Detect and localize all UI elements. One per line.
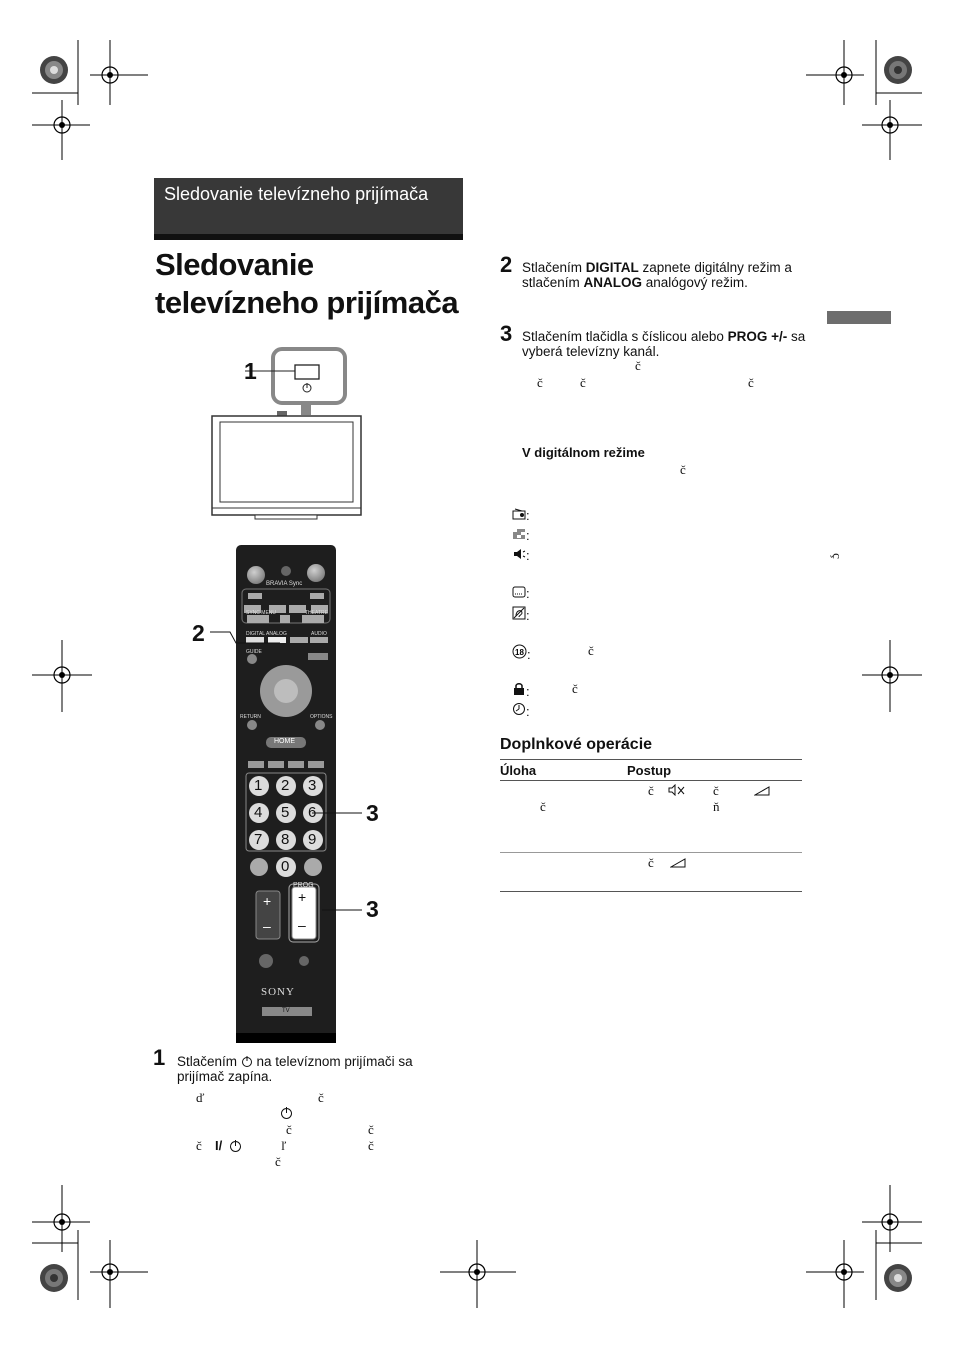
- side-glyph: ç: [829, 553, 845, 559]
- step-2-number: 2: [500, 252, 513, 277]
- frag: ď: [196, 1090, 205, 1105]
- remote-digit-4[interactable]: 4: [254, 804, 263, 821]
- step-2-digital: DIGITAL: [585, 260, 639, 275]
- remote-prog-plus[interactable]: +: [298, 889, 307, 905]
- frag: č: [572, 681, 578, 696]
- frag: I/: [215, 1138, 223, 1153]
- step-2-analog: ANALOG: [583, 275, 643, 290]
- step-3-text: [522, 329, 807, 359]
- audio-language-icon-row: [512, 548, 530, 563]
- callout-3-remote-digits: 3: [366, 800, 379, 826]
- step-3-text-1: Stlačením tlačidla s číslicou alebo: [522, 329, 728, 344]
- power-icon: [241, 1055, 253, 1067]
- callout-2-remote: 2: [192, 620, 205, 646]
- frag: č: [275, 1154, 281, 1169]
- tv-power-icon: [300, 382, 310, 392]
- section-banner-text: Sledovanie televízneho prijímača: [164, 184, 429, 204]
- scrambled-icon-row: [512, 528, 530, 543]
- table-header-rule: [500, 780, 802, 781]
- frag: č: [635, 358, 641, 373]
- legend-colon: :: [526, 548, 530, 563]
- remote-analog-button[interactable]: ANALOG: [266, 631, 287, 637]
- subtitles-icon: [512, 586, 526, 598]
- frag: č: [368, 1138, 374, 1153]
- remote-prog-label: PROG: [293, 882, 314, 889]
- step-2-text-1: Stlačením: [522, 260, 586, 275]
- remote-guide-button[interactable]: GUIDE: [246, 649, 262, 655]
- step-2-text-3: analógový režim.: [642, 275, 748, 290]
- step-2-text: [522, 260, 807, 290]
- power-icon: [229, 1139, 242, 1152]
- step-1-text: [177, 1054, 442, 1084]
- frag: č: [540, 799, 546, 814]
- step-3-text-2: sa vyberá televízny kanál.: [522, 329, 806, 359]
- legend-colon: :: [526, 508, 530, 523]
- frag: č: [368, 1122, 374, 1137]
- icon-legend: [512, 508, 552, 718]
- frag: č: [537, 375, 543, 390]
- remote-home-button[interactable]: HOME: [274, 738, 295, 745]
- callout-leaders: [200, 620, 380, 930]
- lock-icon-row: [512, 682, 530, 699]
- section-banner: [154, 178, 463, 240]
- remote-digit-8[interactable]: 8: [281, 831, 290, 848]
- age-rating-18-icon: [512, 644, 527, 659]
- remote-sync-menu-label: SYNC MENU: [246, 610, 277, 616]
- remote-digit-6[interactable]: 6: [308, 804, 317, 821]
- frag: č: [286, 1122, 292, 1137]
- legend-colon: :: [526, 684, 530, 699]
- legend-colon: :: [526, 704, 530, 719]
- remote-digit-7[interactable]: 7: [254, 831, 263, 848]
- legend-colon: :: [526, 608, 530, 623]
- remote-digit-0[interactable]: 0: [281, 858, 290, 875]
- clock-icon: [512, 702, 526, 716]
- lock-icon: [512, 682, 526, 696]
- table-col-task: Úloha: [500, 763, 537, 778]
- mute-icon: [668, 784, 686, 796]
- remote-digit-9[interactable]: 9: [308, 831, 317, 848]
- remote-return-button[interactable]: RETURN: [240, 714, 261, 720]
- frag: č: [580, 375, 586, 390]
- legend-colon: :: [526, 586, 530, 601]
- radio-icon: [512, 508, 526, 520]
- step-1-text-a: Stlačením: [177, 1054, 241, 1069]
- power-icon: [280, 1106, 293, 1119]
- legend-colon: :: [527, 647, 531, 662]
- remote-sony-logo: SONY: [261, 986, 295, 998]
- table-top-rule: [500, 759, 802, 760]
- chapter-thumb-tab: [827, 311, 891, 324]
- remote-digit-2[interactable]: 2: [281, 777, 290, 794]
- table-col-procedure: Postup: [627, 763, 672, 778]
- volume-icon: [754, 786, 770, 796]
- timer-icon-row: [512, 702, 530, 719]
- table-row-rule: [500, 852, 802, 853]
- speaker-icon: [512, 548, 526, 560]
- step-3-number: 3: [500, 321, 513, 346]
- frag: ň: [713, 799, 720, 814]
- callout-1-tv: 1: [244, 358, 257, 384]
- tv-illustration: [205, 345, 375, 525]
- remote-audio-button[interactable]: AUDIO: [311, 631, 327, 637]
- age-rating-icon-row: [512, 644, 531, 662]
- page-title: Sledovanie televízneho prijímača: [155, 247, 459, 320]
- scrambled-icon: [512, 528, 526, 540]
- remote-vol-minus[interactable]: –: [263, 918, 271, 934]
- frag: č: [318, 1090, 324, 1105]
- subtitles-icon-row: [512, 586, 530, 601]
- step-1-text-b: na televíznom prijímači sa prijímač zapína.: [177, 1054, 413, 1084]
- remote-bravia-sync-label: BRAVIA Sync: [266, 581, 303, 587]
- digital-mode-heading: V digitálnom režime: [522, 445, 645, 460]
- step-3-prog: PROG +/-: [727, 329, 788, 344]
- remote-digit-5[interactable]: 5: [281, 804, 290, 821]
- legend-colon: :: [526, 528, 530, 543]
- remote-digit-3[interactable]: 3: [308, 777, 317, 794]
- hearing-impaired-icon: [512, 606, 526, 620]
- frag: č: [588, 643, 594, 658]
- table-bottom-rule: [500, 891, 802, 892]
- remote-prog-minus[interactable]: –: [298, 917, 306, 933]
- frag: č: [648, 783, 654, 798]
- volume-icon: [670, 858, 686, 868]
- remote-options-button[interactable]: OPTIONS: [310, 714, 333, 720]
- frag: č: [713, 783, 719, 798]
- hearing-impaired-icon-row: [512, 606, 530, 623]
- frag: č: [748, 375, 754, 390]
- remote-vol-plus[interactable]: +: [263, 893, 272, 909]
- additional-ops-heading: Doplnkové operácie: [500, 736, 653, 753]
- radio-icon-row: [512, 508, 530, 523]
- callout-3-remote-prog: 3: [366, 896, 379, 922]
- frag: č: [680, 462, 686, 477]
- frag: č: [648, 855, 654, 870]
- step-2-text-2: zapnete digitálny režim a stlačením: [522, 260, 792, 290]
- remote-theatre-label: THEATRE: [305, 610, 328, 616]
- remote-digit-1[interactable]: 1: [254, 777, 263, 794]
- remote-digital-button[interactable]: DIGITAL: [246, 631, 266, 637]
- svg-text:18: 18: [515, 648, 524, 657]
- frag: č: [196, 1138, 202, 1153]
- remote-tv-label: TV: [282, 1008, 290, 1014]
- frag: ľ: [281, 1138, 287, 1153]
- step-1-number: 1: [153, 1045, 166, 1070]
